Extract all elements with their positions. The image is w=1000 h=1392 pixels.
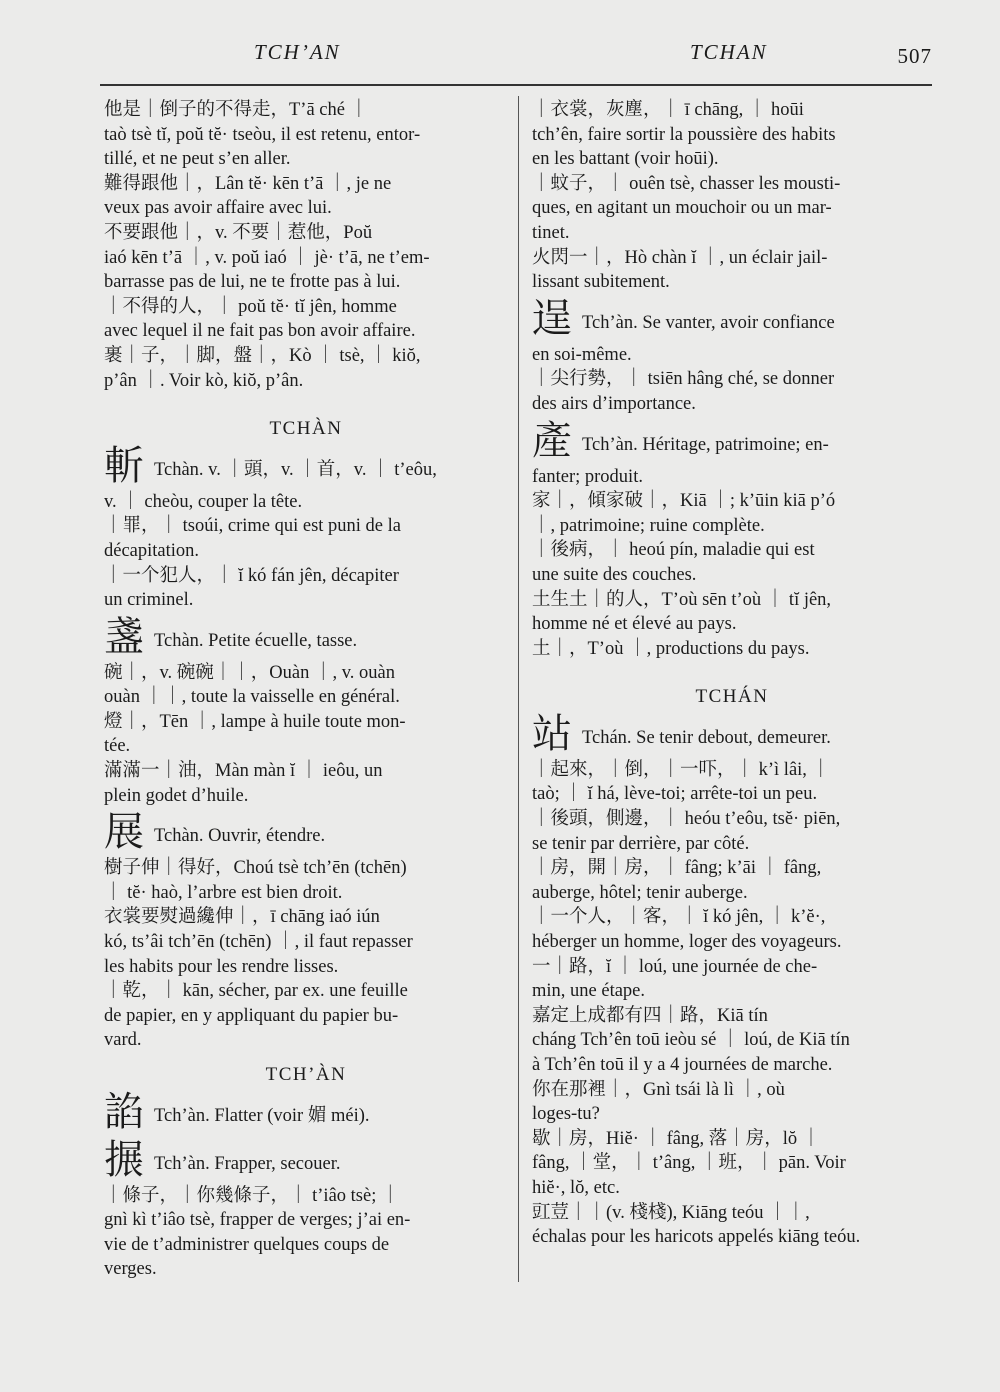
headword-entry [104,808,508,856]
entry-line: vie de t’administrer quelques coups de [104,1234,390,1255]
entry-line: ｜後病，｜ heoú pín, maladie qui est [532,540,815,561]
entry-line: ｜尖行勢，｜ tsiēn hâng ché, se donner [532,369,835,390]
entry-line: ｜衣裳，灰塵，｜ ī chāng, ｜ hoūi [532,100,804,120]
entry-line: se tenir par derrière, par côté. [532,833,750,854]
headword-character: 站 [532,710,572,756]
entry-line: ｜不得的人，｜ poŭ tĕ· tĭ jên, homme [104,296,397,317]
headword-definition: Tchàn. Petite écuelle, tasse. [154,630,358,651]
entry-line: v. ｜ cheòu, couper la tête. [104,491,303,512]
entry-line: hiĕ·, lŏ, etc. [532,1177,620,1198]
entry-line: barrasse pas de lui, ne te frotte pas à lui. [104,272,401,293]
entry-line: veux pas avoir affaire avec lui. [104,198,332,219]
entry-line: 不要跟他｜，v. 不要｜惹他，Poŭ [104,222,373,243]
entry-line: ｜後頭，側邊，｜ heóu t’eôu, tsĕ· piēn, [532,809,841,830]
entry-line: ｜罪，｜ tsoúi, crime qui est puni de la [104,516,401,537]
entry-line: ｜起來，｜倒，｜一吓，｜ k’ì lâi, ｜ [532,759,831,780]
headword-character: 搌 [104,1136,144,1182]
entry-line: gnì kì t’iâo tsè, frapper de verges; j’ai en- [104,1210,411,1231]
entry-line: héberger un homme, loger des voyageurs. [532,932,842,953]
entry-line: p’ân ｜. Voir kò, kiŏ, p’ân. [104,370,304,391]
entry-line: ｜蚊子，｜ ouên tsè, chasser les mousti- [532,173,841,194]
entry-line: ｜乾，｜ kān, sécher, par ex. une feuille [104,981,408,1002]
entry-line: 樹子伸｜得好，Choú tsè tch’ēn (tchēn) [104,858,407,879]
entry-line: ｜一个人，｜客，｜ ĭ kó jên, ｜ k’ĕ·, [532,907,826,928]
column-divider [518,96,519,1282]
spacer [104,393,508,417]
right-column [532,98,932,1250]
entry-line: ｜ tĕ· haò, l’arbre est bien droit. [104,882,343,903]
entry-line: homme né et élevé au pays. [532,614,737,635]
headword-entry [104,1088,508,1136]
entry-line: ｜房，開｜房，｜ fâng; k’āi ｜ fâng, [532,858,822,879]
entry-line: 滿滿一｜油，Màn màn ĭ ｜ ieôu, un [104,761,383,782]
entry-line: 衣裳要熨過纔伸｜，ī chāng iaó iún [104,907,380,928]
entry-line: iaó kēn t’ā ｜, v. poŭ iaó ｜ jè· t’ā, ne t’em- [104,247,430,268]
entry-line: 難得跟他｜，Lân tĕ· kēn t’ā ｜, je ne [104,173,392,194]
entry-line: 火閃一｜，Hò chàn ĭ ｜, un éclair jail- [532,247,828,268]
entry-line: tch’ên, faire sortir la poussière des habits [532,124,836,145]
entry-line: 土｜，T’où ｜, productions du pays. [532,638,810,659]
headword-definition: Tch’àn. Flatter (voir 媚 méi). [154,1105,370,1126]
headword-definition: Tchàn. v. ｜頭，v. ｜首，v. ｜ t’eôu, [154,459,437,480]
entry-line: décapitation. [104,540,200,561]
entry-line: les habits pour les rendre lisses. [104,956,339,977]
headword-entry [104,613,508,661]
entry-line: 一｜路，ĭ ｜ loú, une journée de che- [532,956,818,977]
entry-line: ques, en agitant un mouchoir ou un mar- [532,198,832,219]
headword-character: 盞 [104,613,144,659]
entry-line: 嘉定上成都有四｜路，Kiā tín [532,1005,768,1026]
headword-entry [532,295,932,343]
entry-line: 你在那裡｜，Gnì tsái là lì ｜, où [532,1079,785,1100]
entry-line: 他是｜倒子的不得走，T’ā ché ｜ [104,100,369,120]
entry-line: ｜一个犯人，｜ ĭ kó fán jên, décapiter [104,565,399,586]
headword-entry [532,710,932,758]
entry-line: ｜條子，｜你幾條子，｜ t’iâo tsè; ｜ [104,1185,400,1206]
headword-character: 產 [532,417,572,463]
headword-character: 逞 [532,295,572,341]
entry-line: 土生土｜的人，T’où sēn t’où ｜ tĭ jên, [532,589,832,610]
left-column [104,98,508,1282]
entry-line: tée. [104,736,131,757]
entry-line: taò; ｜ ĭ há, lève-toi; arrête-toi un peu. [532,784,818,805]
headword-entry [532,417,932,465]
headword-definition: Tch’àn. Se vanter, avoir confiance [582,312,835,333]
entry-line: plein godet d’huile. [104,785,249,806]
entry-line: ouàn ｜｜, toute la vaisselle en général. [104,687,400,708]
headword-definition: Tchàn. Ouvrir, étendre. [154,826,326,847]
entry-line: en soi-même. [532,344,632,365]
entry-line: avec lequel il ne fait pas bon avoir affaire. [104,321,416,342]
headword-definition: Tch’àn. Frapper, secouer. [154,1153,341,1174]
entry-line: échalas pour les haricots appelés kiāng teóu. [532,1227,861,1248]
headword-definition: Tchán. Se tenir debout, demeurer. [582,727,831,748]
entry-line: de papier, en y appliquant du papier bu- [104,1005,399,1026]
entry-line: des airs d’importance. [532,393,696,414]
entry-line: fâng, ｜堂，｜ t’âng, ｜班，｜ pān. Voir [532,1153,846,1174]
entry-line: fanter; produit. [532,466,643,487]
section-heading: TCH’ÀN [265,1064,347,1085]
entry-line: loges-tu? [532,1104,600,1125]
entry-line: tinet. [532,222,570,243]
entry-line: verges. [104,1259,157,1280]
entry-line: lissant subitement. [532,272,670,293]
spacer [104,1053,508,1063]
entry-line: vard. [104,1030,142,1051]
entry-line: un criminel. [104,590,194,611]
header-rule [100,84,932,86]
headword-character: 展 [104,809,144,855]
headword-character: 斬 [104,442,144,488]
spacer [532,661,932,685]
page-number: 507 [897,44,932,68]
entry-line: 家｜，傾家破｜，Kiā ｜; k’ūin kiā p’ó [532,491,836,512]
headword-entry [104,442,508,490]
entry-line: 豇荳｜｜(v. 棧棧), Kiāng teóu ｜｜, [532,1202,810,1223]
entry-line: 歇｜房，Hiĕ· ｜ fâng, 落｜房，lŏ ｜ [532,1128,821,1149]
entry-line: 碗｜，v. 碗碗｜｜，Ouàn ｜, v. ouàn [104,662,396,683]
entry-line: ｜, patrimoine; ruine complète. [532,515,765,536]
entry-line: taò tsè tĭ, poŭ tĕ· tseòu, il est retenu, entor- [104,124,421,145]
headword-definition: Tch’àn. Héritage, patrimoine; en- [582,434,829,455]
entry-line: cháng Tch’ên toū ieòu sé ｜ loú, de Kiā tín [532,1030,850,1051]
section-heading: TCHÀN [269,418,343,440]
entry-line: une suite des couches. [532,564,697,585]
headword-character: 諂 [104,1088,144,1134]
entry-line: en les battant (voir hoūi). [532,149,719,170]
entry-line: 燈｜，Tēn ｜, lampe à huile toute mon- [104,711,406,732]
entry-line: tillé, et ne peut s’en aller. [104,149,291,170]
entry-line: kó, ts’âi tch’ēn (tchēn) ｜, il faut repasser [104,932,413,953]
section-heading: TCHÁN [695,686,769,708]
headword-entry [104,1136,508,1184]
entry-line: à Tch’ên toū il y a 4 journées de marche. [532,1055,833,1075]
entry-line: 裹｜子，｜脚，盤｜，Kò ｜ tsè, ｜ kiŏ, [104,345,421,366]
entry-line: min, une étape. [532,981,646,1002]
entry-line: auberge, hôtel; tenir auberge. [532,882,748,903]
running-head-left: TCH’AN [254,40,341,64]
running-head-center: TCHAN [690,40,768,64]
